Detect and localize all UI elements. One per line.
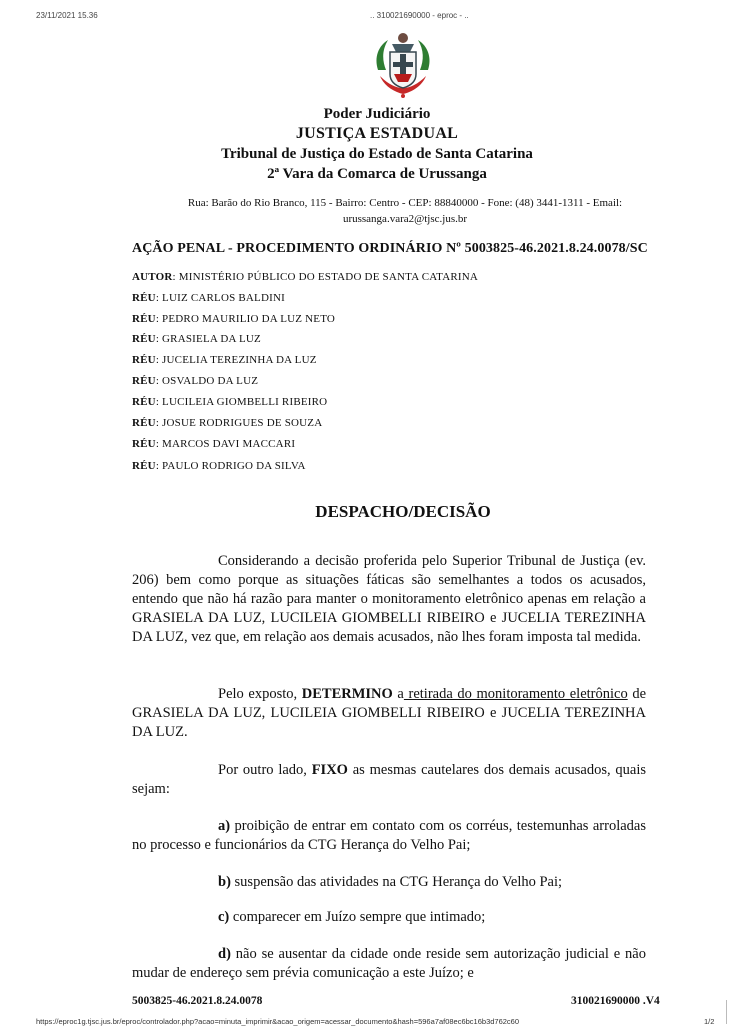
measure-letter: d) <box>218 946 231 962</box>
party-role: RÉU <box>132 396 156 408</box>
party-role: RÉU <box>132 292 156 304</box>
measure-letter: c) <box>218 909 230 925</box>
measure-item <box>132 908 646 927</box>
measure-item <box>132 945 646 983</box>
measure-letter: a) <box>218 818 231 834</box>
party-name: : MINISTÉRIO PÚBLICO DO ESTADO DE SANTA CATARINA <box>172 271 479 283</box>
party-name: : PAULO RODRIGO DA SILVA <box>155 460 306 472</box>
paragraph-determination <box>132 685 646 742</box>
court-line-vara: 2ª Vara da Comarca de Urussanga <box>267 166 487 182</box>
party-name: : OSVALDO DA LUZ <box>155 375 259 387</box>
measure-text: comparecer em Juízo sempre que intimado; <box>229 909 486 925</box>
party-role: AUTOR <box>132 271 173 283</box>
party-line <box>132 437 295 451</box>
court-seal-icon <box>370 30 436 100</box>
party-line <box>132 416 322 430</box>
address-line-2: urussanga.vara2@tjsc.jus.br <box>342 213 468 225</box>
party-line <box>132 459 306 473</box>
party-line <box>132 395 327 409</box>
measure-item <box>132 873 646 892</box>
determino-keyword: DETERMINO <box>301 686 393 702</box>
party-name: : JOSUE RODRIGUES DE SOUZA <box>155 417 323 429</box>
paragraph-determination-part3: de GRASIELA DA LUZ, LUCILEIA GIOMBELLI RIBEIRO e JUCELIA TEREZINHA DA LUZ. <box>132 686 647 740</box>
print-page-number: 1/2 <box>704 1017 715 1026</box>
print-date: 23/11/2021 15.36 <box>36 11 98 20</box>
party-line <box>132 291 285 305</box>
decision-title: DESPACHO/DECISÃO <box>315 502 491 521</box>
print-page-title: .. 310021690000 - eproc - .. <box>370 11 469 20</box>
paragraph-fixing-part2: as mesmas cautelares dos demais acusados, quais sejam: <box>132 762 646 797</box>
footer-document-version: 310021690000 .V4 <box>571 995 660 1007</box>
party-role: RÉU <box>132 333 156 345</box>
measure-text: não se ausentar da cidade onde reside sem autorização judicial e não mudar de endereço sem prévia comunicação a este Juízo; e <box>132 946 646 981</box>
underlined-removal-text: retirada do monitoramento eletrônico <box>403 686 628 702</box>
court-address <box>150 195 660 227</box>
party-name: : MARCOS DAVI MACCARI <box>155 438 296 450</box>
party-name: : LUIZ CARLOS BALDINI <box>155 292 285 304</box>
paragraph-fixing-part1: Por outro lado, <box>218 762 312 778</box>
party-role: RÉU <box>132 313 156 325</box>
paragraph-considering-text: Considerando a decisão proferida pelo Superior Tribunal de Justiça (ev. 206) bem como porque as situações fáticas são semelhantes a todos os acusados, entendo que não há razão para manter o monitoramento eletrônico apenas em relação a GRASIELA DA LUZ, LUCILEIA GIOMBELLI RIBEIRO e JUCELIA TEREZINHA DA LUZ, vez que, em relação aos demais acusados, não lhes foram imposta tal medida. <box>132 553 646 645</box>
measure-text: suspensão das atividades na CTG Herança do Velho Pai; <box>230 874 563 890</box>
party-name: : PEDRO MAURILIO DA LUZ NETO <box>155 313 336 325</box>
measure-item <box>132 817 646 855</box>
party-role: RÉU <box>132 417 156 429</box>
address-line-1: Rua: Barão do Rio Branco, 115 - Bairro: Centro - CEP: 88840000 - Fone: (48) 3441-1311 - Email: <box>187 197 623 209</box>
fixo-keyword: FIXO <box>311 762 348 778</box>
court-line-justice: JUSTIÇA ESTADUAL <box>295 125 459 142</box>
print-url[interactable]: https://eproc1g.tjsc.jus.br/eproc/controlador.php?acao=minuta_imprimir&acao_origem=acessar_documento&hash=596a7af08ec6bc16b3d762c60 <box>36 1017 520 1026</box>
party-line <box>132 312 335 326</box>
party-line <box>132 332 261 346</box>
measure-letter: b) <box>218 874 231 890</box>
party-role: RÉU <box>132 375 156 387</box>
party-line <box>132 270 478 284</box>
measure-text: proibição de entrar em contato com os corréus, testemunhas arroladas no processo e funcionários da CTG Herança do Velho Pai; <box>132 818 646 853</box>
paragraph-determination-part1: Pelo exposto, <box>218 686 302 702</box>
paragraph-fixing <box>132 761 646 799</box>
court-header <box>0 104 754 184</box>
paragraph-determination-part2: a <box>392 686 404 702</box>
party-role: RÉU <box>132 460 156 472</box>
party-role: RÉU <box>132 354 156 366</box>
court-line-power: Poder Judiciário <box>323 106 431 122</box>
party-name: : GRASIELA DA LUZ <box>155 333 261 345</box>
party-line <box>132 374 258 388</box>
footer-process-number: 5003825-46.2021.8.24.0078 <box>132 995 263 1007</box>
page-divider <box>726 1000 727 1024</box>
party-line <box>132 353 317 367</box>
court-line-tribunal: Tribunal de Justiça do Estado de Santa Catarina <box>221 146 533 162</box>
party-name: : JUCELIA TEREZINHA DA LUZ <box>155 354 317 366</box>
process-title: AÇÃO PENAL - PROCEDIMENTO ORDINÁRIO Nº 5003825-46.2021.8.24.0078/SC <box>132 241 648 256</box>
paragraph-considering <box>132 552 646 647</box>
party-name: : LUCILEIA GIOMBELLI RIBEIRO <box>155 396 328 408</box>
party-role: RÉU <box>132 438 156 450</box>
